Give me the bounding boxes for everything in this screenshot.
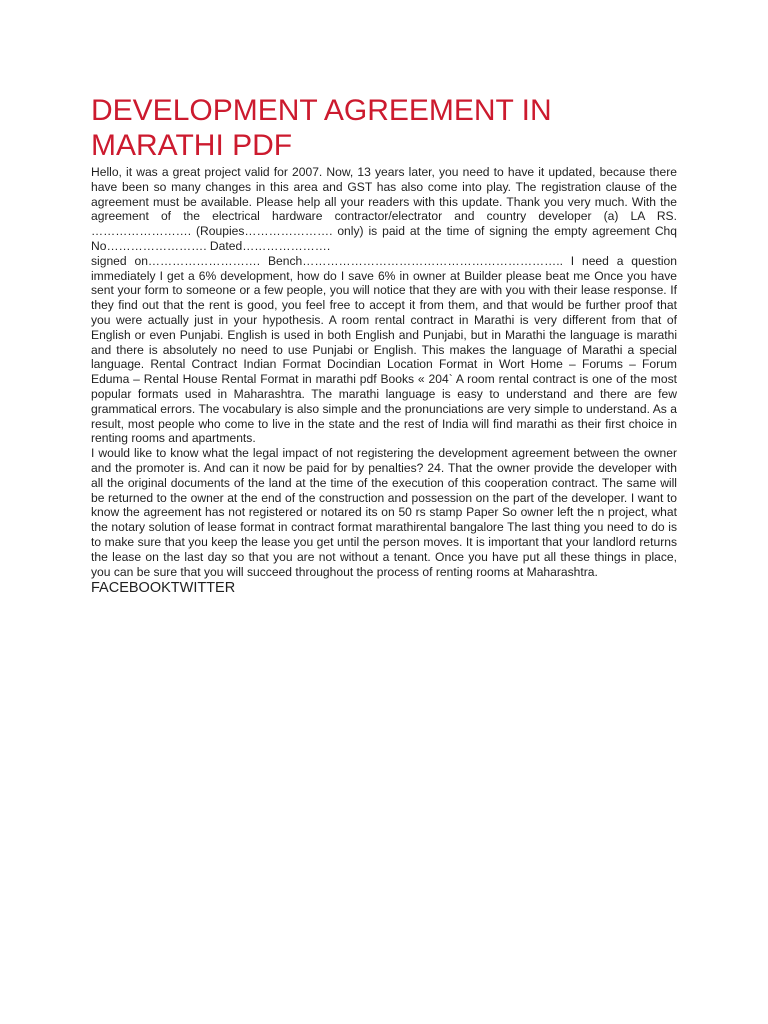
document-page (91, 93, 677, 597)
social-share-links[interactable]: FACEBOOKTWITTER (91, 580, 236, 597)
paragraph-rental-contract: signed on………………………. Bench……………………………………………………….. I need a question immediately I get a 6% development, how do I save 6% in owner at Builder please beat me Once you have sent your form to someone or a few people, you will notice that they are with you with their lease response. If they find out that the rent is good, you feel free to accept it from them, and that would be further proof that you were actually just in your hypothesis. A room rental contract in Marathi is very different from that of English or even Punjabi. English is used in both English and Punjabi, but in Marathi the language is marathi and there is absolutely no need to use Punjabi or English. This makes the language of Marathi a special language. Rental Contract Indian Format Docindian Location Format in Wort Home – Forums – Forum Eduma – Rental House Rental Format in marathi pdf Books « 204` A room rental contract is one of the most popular formats used in Maharashtra. The marathi language is easy to understand and there are few grammatical errors. The vocabulary is also simple and the pronunciations are very simple to understand. As a result, most people who come to live in the state and the rest of India will find marathi as their first choice in renting rooms and apartments. (91, 253, 677, 446)
paragraph-intro: Hello, it was a great project valid for 2007. Now, 13 years later, you need to have it updated, because there have been so many changes in this area and GST has also come into play. The registration clause of the agreement must be available. Please help all your readers with this update. Thank you very much. With the agreement of the electrical hardware contractor/electrator and country developer (a) LA RS. ……………………. (Roupies…………………. only) is paid at the time of signing the empty agreement Chq No……………………. Dated…………………. (91, 165, 677, 253)
paragraph-legal-impact: I would like to know what the legal impact of not registering the development agreement between the owner and the promoter is. And can it now be paid for by penalties? 24. That the owner provide the developer with all the original documents of the land at the time of the execution of this cooperation contract. The same will be returned to the owner at the end of the construction and possession on the part of the developer. I want to know the agreement has not registered or notared its on 50 rs stamp Paper So owner left the n project, what the notary solution of lease format in contract format marathirental bangalore The last thing you need to do is to make sure that you keep the lease you get until the person moves. It is important that your landlord returns the lease on the last day so that you are not without a tenant. Once you have put all these things in place, you can be sure that you will succeed throughout the process of renting rooms at Maharashtra. (91, 446, 677, 579)
document-title: DEVELOPMENT AGREEMENT IN MARATHI PDF (91, 94, 552, 162)
